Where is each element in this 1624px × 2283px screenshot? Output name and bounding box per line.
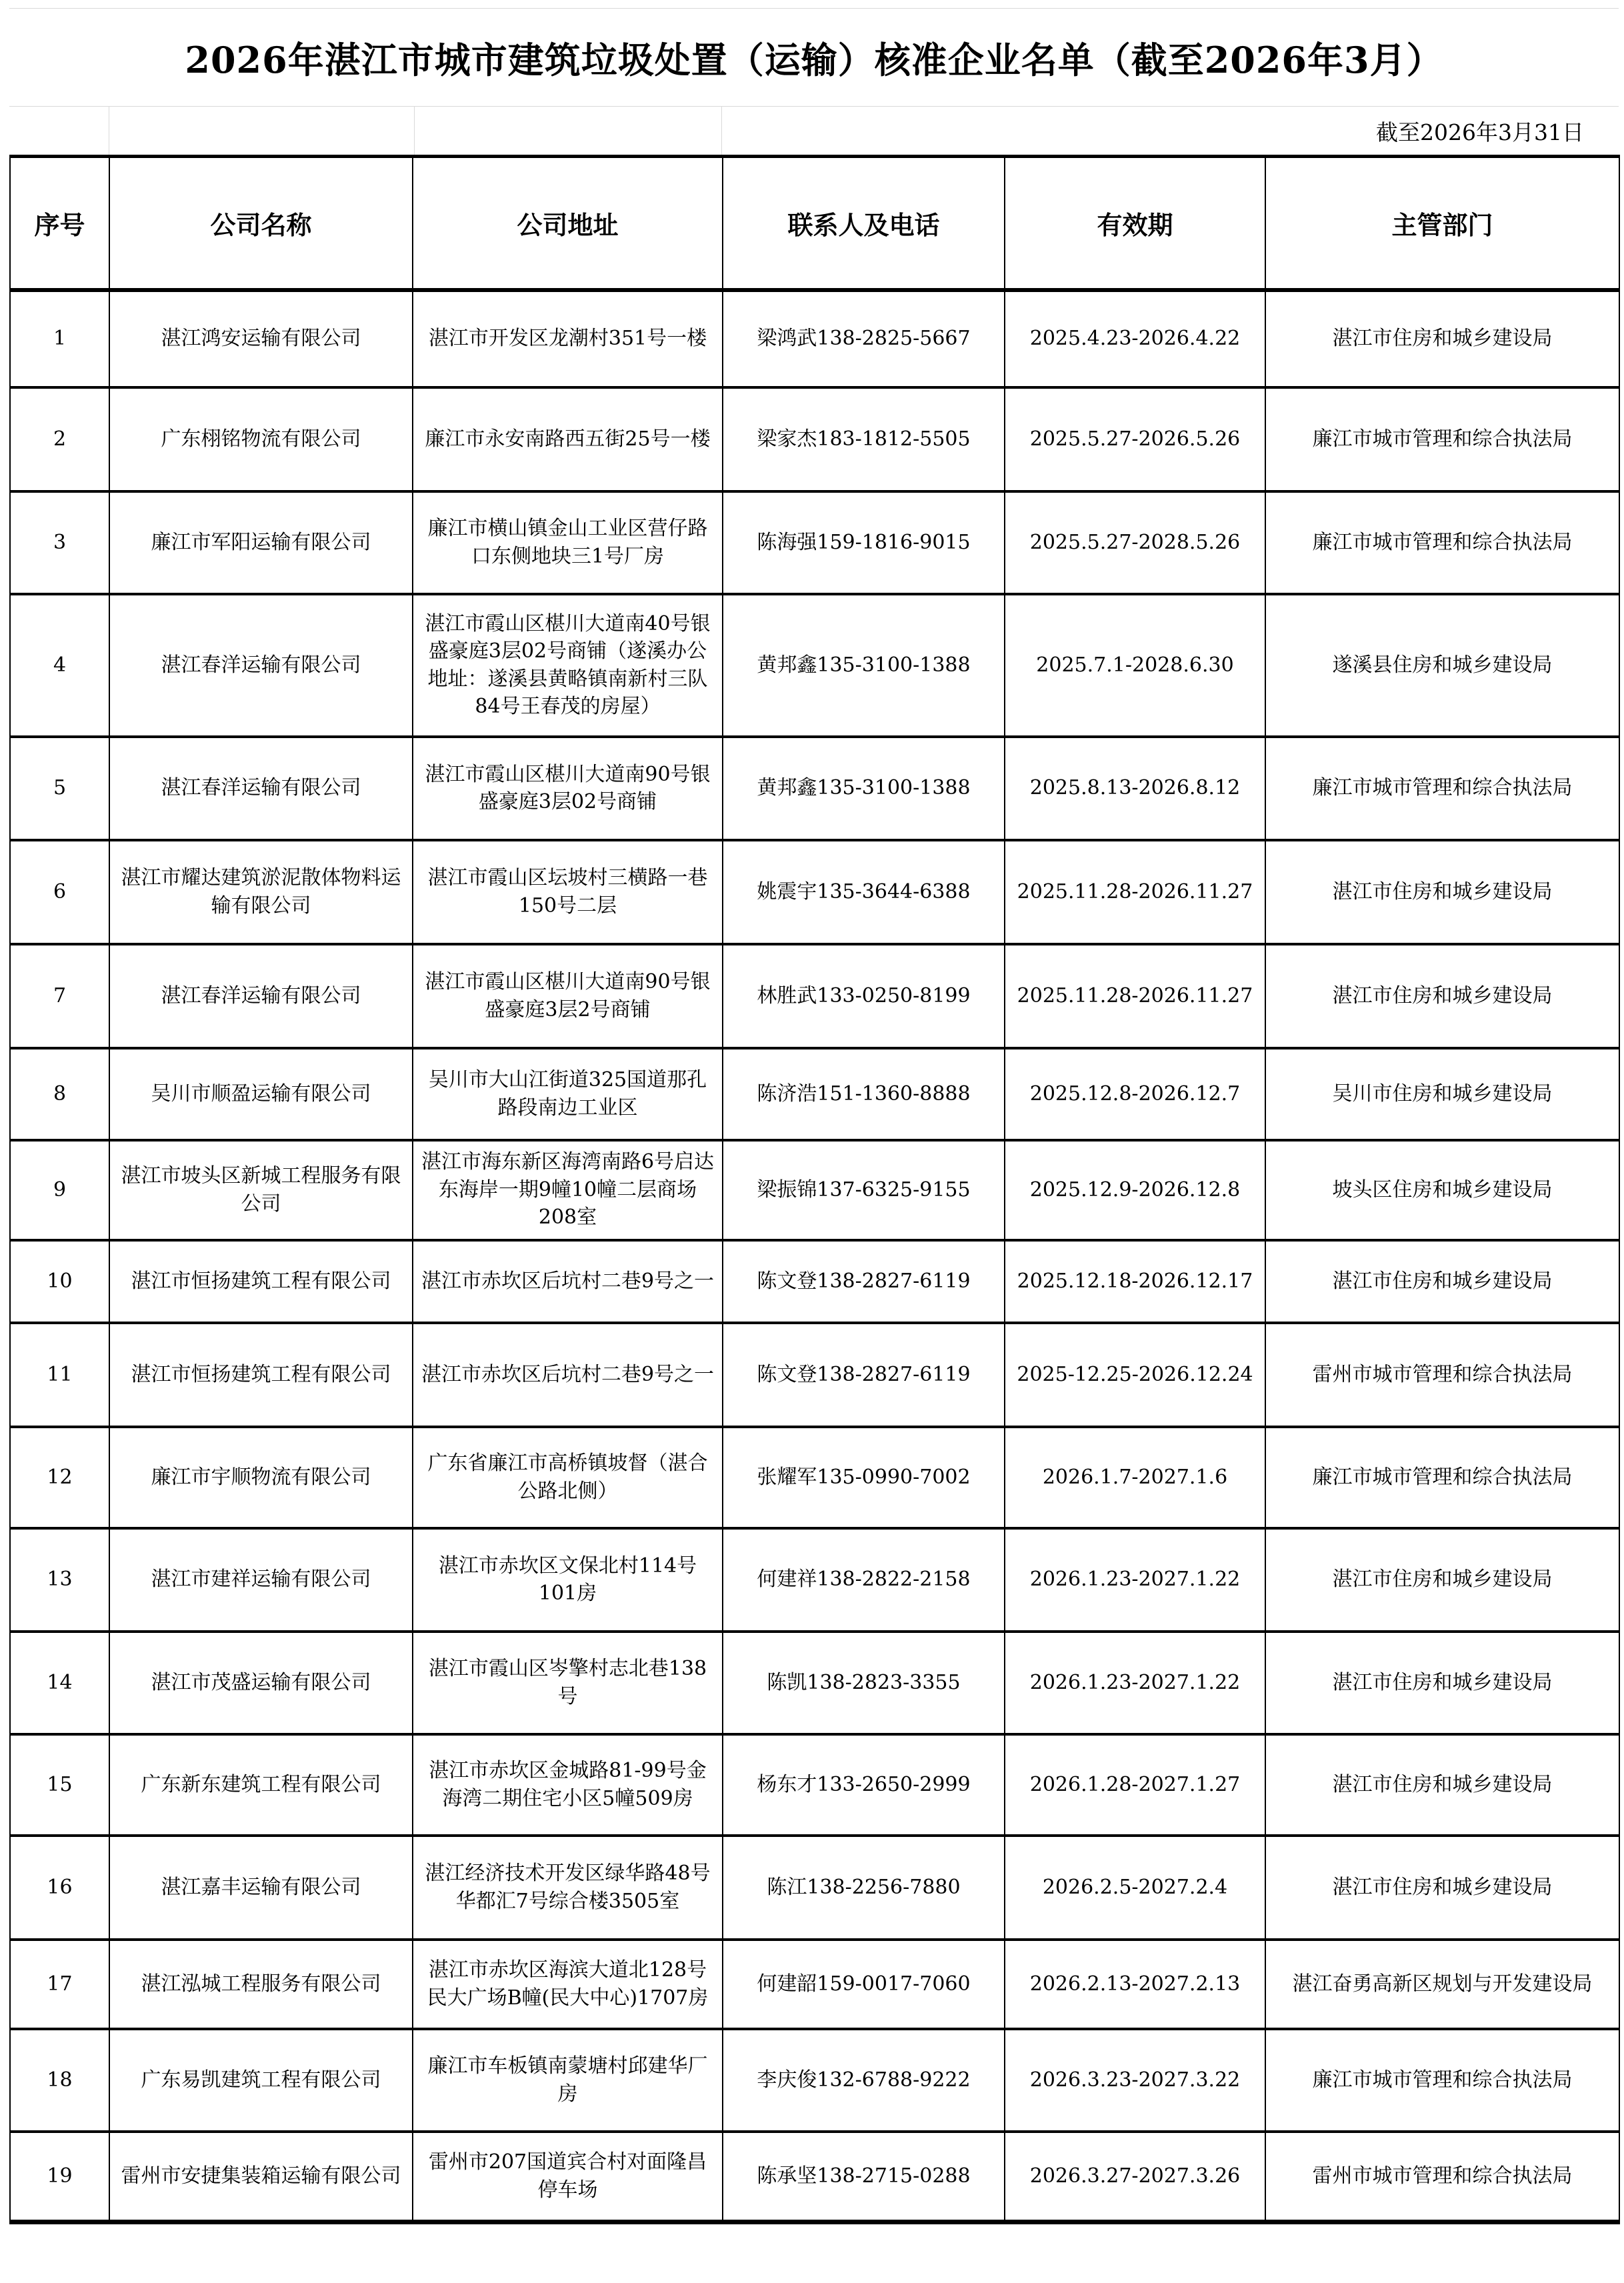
cell-contact: 何建韶159-0017-7060 [723, 1940, 1005, 2029]
cell-validity: 2025.12.9-2026.12.8 [1005, 1140, 1265, 1240]
col-header-address: 公司地址 [413, 157, 723, 290]
cell-no: 9 [10, 1140, 109, 1240]
as-of-note: 截至2026年3月31日 [1376, 119, 1584, 145]
cell-contact: 陈海强159-1816-9015 [723, 491, 1005, 594]
cell-authority: 湛江市住房和城乡建设局 [1265, 840, 1619, 944]
cell-address: 雷州市207国道宾合村对面隆昌停车场 [413, 2132, 723, 2222]
col-header-no: 序号 [10, 157, 109, 290]
cell-authority: 廉江市城市管理和综合执法局 [1265, 2029, 1619, 2132]
table-row [10, 290, 1619, 387]
cell-validity: 2025.5.27-2028.5.26 [1005, 491, 1265, 594]
cell-authority: 遂溪县住房和城乡建设局 [1265, 594, 1619, 737]
table-row [10, 2029, 1619, 2132]
gridline [414, 107, 415, 155]
cell-company: 湛江市坡头区新城工程服务有限公司 [109, 1140, 413, 1240]
table-row [10, 1632, 1619, 1734]
table-row [10, 2132, 1619, 2222]
cell-validity: 2026.3.27-2027.3.26 [1005, 2132, 1265, 2222]
cell-authority: 廉江市城市管理和综合执法局 [1265, 387, 1619, 491]
cell-validity: 2026.3.23-2027.3.22 [1005, 2029, 1265, 2132]
cell-company: 广东新东建筑工程有限公司 [109, 1734, 413, 1836]
cell-company: 廉江市宇顺物流有限公司 [109, 1427, 413, 1528]
cell-validity: 2025.11.28-2026.11.27 [1005, 840, 1265, 944]
cell-contact: 陈江138-2256-7880 [723, 1836, 1005, 1940]
table-row [10, 1427, 1619, 1528]
cell-contact: 黄邦鑫135-3100-1388 [723, 594, 1005, 737]
cell-company: 广东易凯建筑工程有限公司 [109, 2029, 413, 2132]
cell-authority: 雷州市城市管理和综合执法局 [1265, 2132, 1619, 2222]
table-row [10, 1940, 1619, 2029]
cell-company: 湛江市恒扬建筑工程有限公司 [109, 1323, 413, 1427]
cell-no: 5 [10, 737, 109, 840]
cell-company: 湛江市耀达建筑淤泥散体物料运输有限公司 [109, 840, 413, 944]
cell-authority: 湛江市住房和城乡建设局 [1265, 944, 1619, 1048]
cell-company: 廉江市军阳运输有限公司 [109, 491, 413, 594]
cell-contact: 黄邦鑫135-3100-1388 [723, 737, 1005, 840]
table-row [10, 737, 1619, 840]
cell-no: 8 [10, 1048, 109, 1140]
table-row [10, 1528, 1619, 1632]
cell-authority: 湛江市住房和城乡建设局 [1265, 1734, 1619, 1836]
table-row [10, 840, 1619, 944]
table-row [10, 1836, 1619, 1940]
cell-no: 7 [10, 944, 109, 1048]
cell-address: 湛江市开发区龙潮村351号一楼 [413, 290, 723, 387]
cell-company: 湛江春洋运输有限公司 [109, 737, 413, 840]
cell-authority: 湛江市住房和城乡建设局 [1265, 290, 1619, 387]
cell-address: 湛江市赤坎区文保北村114号101房 [413, 1528, 723, 1632]
table-row [10, 594, 1619, 737]
cell-contact: 梁振锦137-6325-9155 [723, 1140, 1005, 1240]
col-header-company: 公司名称 [109, 157, 413, 290]
cell-authority: 湛江市住房和城乡建设局 [1265, 1836, 1619, 1940]
cell-authority: 坡头区住房和城乡建设局 [1265, 1140, 1619, 1240]
enterprise-table [9, 155, 1620, 2224]
cell-contact: 张耀军135-0990-7002 [723, 1427, 1005, 1528]
col-header-validity: 有效期 [1005, 157, 1265, 290]
cell-validity: 2026.1.23-2027.1.22 [1005, 1632, 1265, 1734]
cell-no: 6 [10, 840, 109, 944]
cell-no: 1 [10, 290, 109, 387]
cell-contact: 梁家杰183-1812-5505 [723, 387, 1005, 491]
cell-address: 湛江市赤坎区后坑村二巷9号之一 [413, 1323, 723, 1427]
cell-company: 湛江鸿安运输有限公司 [109, 290, 413, 387]
cell-contact: 陈凯138-2823-3355 [723, 1632, 1005, 1734]
cell-address: 吴川市大山江街道325国道那孔路段南边工业区 [413, 1048, 723, 1140]
cell-authority: 湛江市住房和城乡建设局 [1265, 1632, 1619, 1734]
table-row [10, 1323, 1619, 1427]
cell-address: 湛江市霞山区岑擎村志北巷138号 [413, 1632, 723, 1734]
cell-contact: 林胜武133-0250-8199 [723, 944, 1005, 1048]
as-of-note-row [9, 107, 1619, 155]
table-row [10, 1240, 1619, 1323]
cell-address: 廉江市车板镇南蒙塘村邱建华厂房 [413, 2029, 723, 2132]
cell-no: 14 [10, 1632, 109, 1734]
cell-no: 11 [10, 1323, 109, 1427]
cell-authority: 廉江市城市管理和综合执法局 [1265, 491, 1619, 594]
cell-contact: 姚震宇135-3644-6388 [723, 840, 1005, 944]
cell-company: 吴川市顺盈运输有限公司 [109, 1048, 413, 1140]
cell-address: 湛江市霞山区椹川大道南40号银盛豪庭3层02号商铺（遂溪办公地址：遂溪县黄略镇南新村三队84号王春茂的房屋） [413, 594, 723, 737]
cell-no: 2 [10, 387, 109, 491]
cell-company: 湛江春洋运输有限公司 [109, 944, 413, 1048]
cell-address: 廉江市永安南路西五街25号一楼 [413, 387, 723, 491]
cell-contact: 陈济浩151-1360-8888 [723, 1048, 1005, 1140]
cell-authority: 雷州市城市管理和综合执法局 [1265, 1323, 1619, 1427]
table-row [10, 1048, 1619, 1140]
cell-address: 湛江市霞山区椹川大道南90号银盛豪庭3层2号商铺 [413, 944, 723, 1048]
cell-address: 湛江市赤坎区后坑村二巷9号之一 [413, 1240, 723, 1323]
cell-company: 湛江春洋运输有限公司 [109, 594, 413, 737]
table-row [10, 491, 1619, 594]
table-header-row [10, 157, 1619, 290]
cell-no: 13 [10, 1528, 109, 1632]
cell-contact: 杨东才133-2650-2999 [723, 1734, 1005, 1836]
gridline [721, 107, 722, 155]
cell-no: 16 [10, 1836, 109, 1940]
cell-contact: 何建祥138-2822-2158 [723, 1528, 1005, 1632]
cell-address: 湛江市霞山区椹川大道南90号银盛豪庭3层02号商铺 [413, 737, 723, 840]
cell-no: 12 [10, 1427, 109, 1528]
cell-address: 湛江经济技术开发区绿华路48号华都汇7号综合楼3505室 [413, 1836, 723, 1940]
cell-authority: 湛江市住房和城乡建设局 [1265, 1240, 1619, 1323]
cell-no: 4 [10, 594, 109, 737]
cell-validity: 2025-12.25-2026.12.24 [1005, 1323, 1265, 1427]
col-header-contact: 联系人及电话 [723, 157, 1005, 290]
cell-no: 17 [10, 1940, 109, 2029]
cell-validity: 2025.7.1-2028.6.30 [1005, 594, 1265, 737]
cell-no: 15 [10, 1734, 109, 1836]
cell-authority: 湛江市住房和城乡建设局 [1265, 1528, 1619, 1632]
cell-company: 广东栩铭物流有限公司 [109, 387, 413, 491]
cell-authority: 廉江市城市管理和综合执法局 [1265, 737, 1619, 840]
cell-address: 湛江市霞山区坛坡村三横路一巷150号二层 [413, 840, 723, 944]
cell-validity: 2025.11.28-2026.11.27 [1005, 944, 1265, 1048]
cell-no: 10 [10, 1240, 109, 1323]
cell-validity: 2026.1.23-2027.1.22 [1005, 1528, 1265, 1632]
table-row [10, 944, 1619, 1048]
cell-authority: 吴川市住房和城乡建设局 [1265, 1048, 1619, 1140]
cell-address: 湛江市赤坎区海滨大道北128号民大广场B幢(民大中心)1707房 [413, 1940, 723, 2029]
cell-authority: 湛江奋勇高新区规划与开发建设局 [1265, 1940, 1619, 2029]
cell-validity: 2025.8.13-2026.8.12 [1005, 737, 1265, 840]
cell-authority: 廉江市城市管理和综合执法局 [1265, 1427, 1619, 1528]
cell-contact: 李庆俊132-6788-9222 [723, 2029, 1005, 2132]
cell-address: 湛江市海东新区海湾南路6号启达东海岸一期9幢10幢二层商场208室 [413, 1140, 723, 1240]
cell-company: 湛江嘉丰运输有限公司 [109, 1836, 413, 1940]
cell-company: 湛江市茂盛运输有限公司 [109, 1632, 413, 1734]
cell-no: 3 [10, 491, 109, 594]
cell-validity: 2026.1.28-2027.1.27 [1005, 1734, 1265, 1836]
cell-contact: 陈文登138-2827-6119 [723, 1323, 1005, 1427]
cell-no: 19 [10, 2132, 109, 2222]
cell-address: 广东省廉江市高桥镇坡督（湛合公路北侧） [413, 1427, 723, 1528]
cell-contact: 梁鸿武138-2825-5667 [723, 290, 1005, 387]
cell-address: 廉江市横山镇金山工业区营仔路口东侧地块三1号厂房 [413, 491, 723, 594]
cell-validity: 2025.4.23-2026.4.22 [1005, 290, 1265, 387]
cell-company: 湛江市建祥运输有限公司 [109, 1528, 413, 1632]
cell-validity: 2025.12.8-2026.12.7 [1005, 1048, 1265, 1140]
spreadsheet-area [9, 8, 1619, 2224]
cell-company: 雷州市安捷集装箱运输有限公司 [109, 2132, 413, 2222]
cell-no: 18 [10, 2029, 109, 2132]
col-header-authority: 主管部门 [1265, 157, 1619, 290]
cell-company: 湛江市恒扬建筑工程有限公司 [109, 1240, 413, 1323]
cell-contact: 陈文登138-2827-6119 [723, 1240, 1005, 1323]
cell-validity: 2026.2.5-2027.2.4 [1005, 1836, 1265, 1940]
cell-validity: 2025.12.18-2026.12.17 [1005, 1240, 1265, 1323]
cell-validity: 2025.5.27-2026.5.26 [1005, 387, 1265, 491]
table-row [10, 387, 1619, 491]
page-title: 2026年湛江市城市建筑垃圾处置（运输）核准企业名单（截至2026年3月） [9, 9, 1619, 107]
cell-company: 湛江泓城工程服务有限公司 [109, 1940, 413, 2029]
table-row [10, 1734, 1619, 1836]
cell-contact: 陈承坚138-2715-0288 [723, 2132, 1005, 2222]
cell-address: 湛江市赤坎区金城路81-99号金海湾二期住宅小区5幢509房 [413, 1734, 723, 1836]
cell-validity: 2026.1.7-2027.1.6 [1005, 1427, 1265, 1528]
table-row [10, 1140, 1619, 1240]
cell-validity: 2026.2.13-2027.2.13 [1005, 1940, 1265, 2029]
